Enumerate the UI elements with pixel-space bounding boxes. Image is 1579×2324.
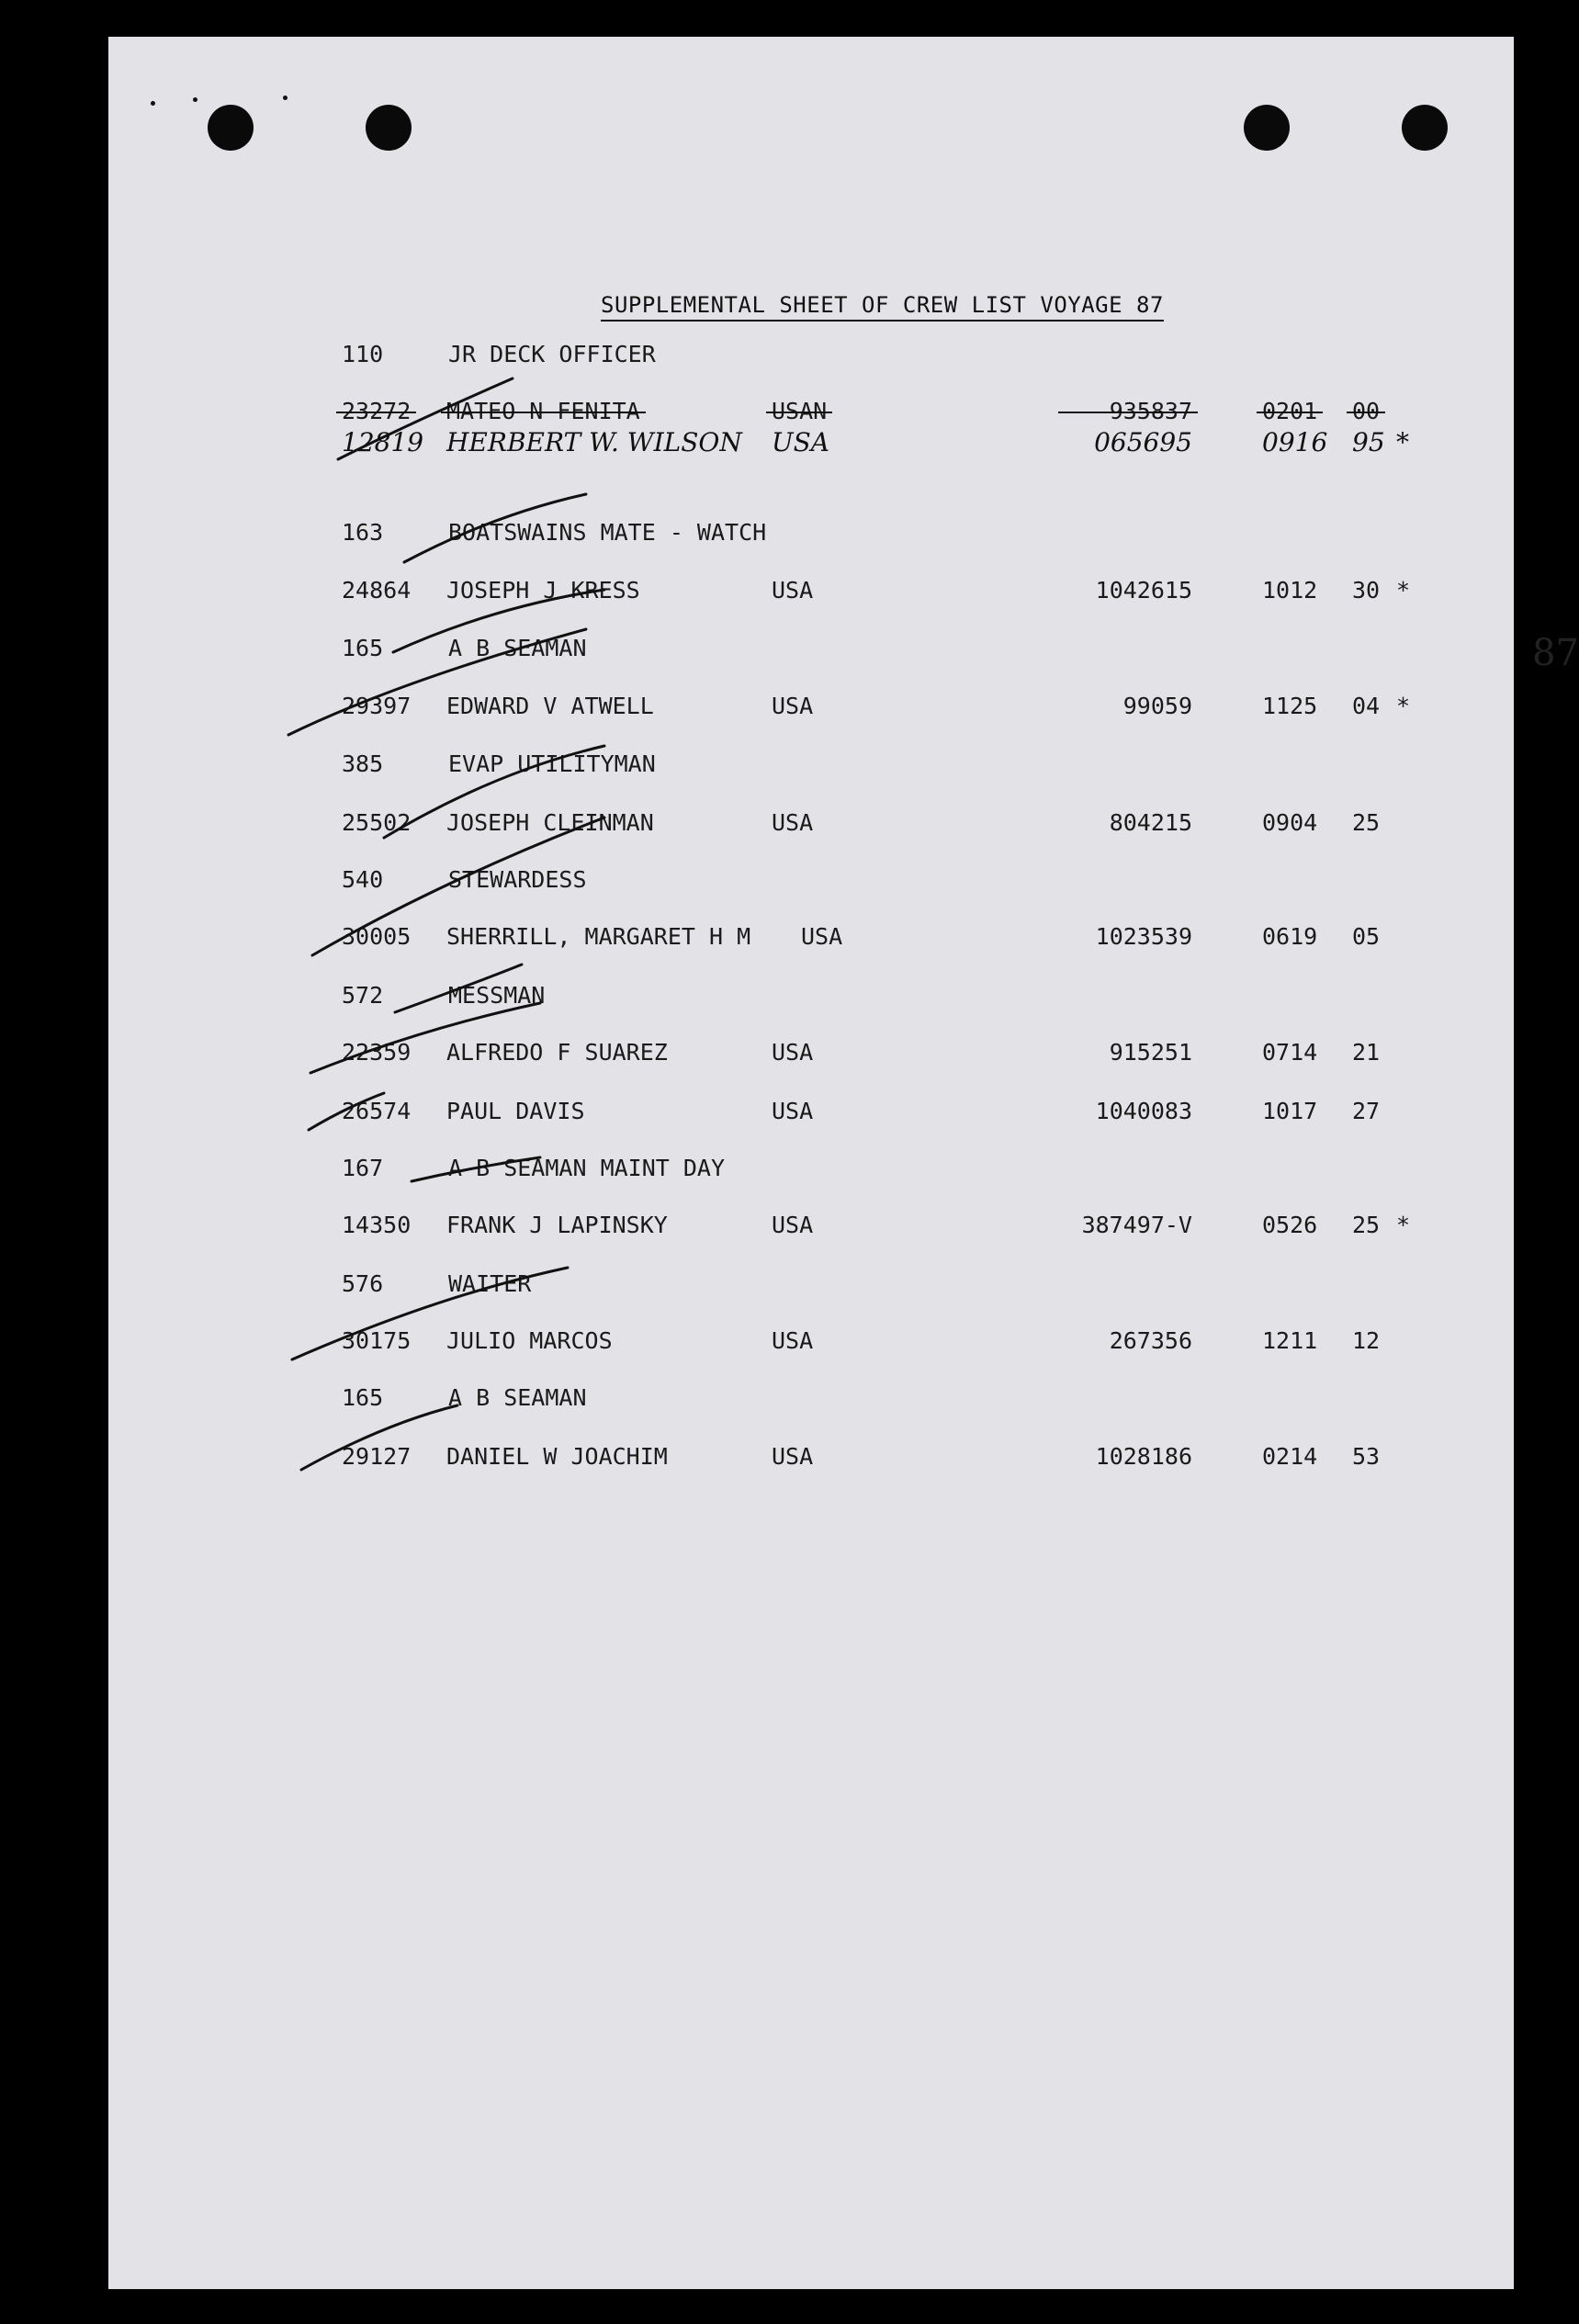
crew-year: 05 bbox=[1352, 923, 1381, 950]
rating-code: 110 bbox=[342, 341, 384, 367]
crew-year: 25 bbox=[1352, 1212, 1381, 1238]
crew-id: 26574 bbox=[342, 1098, 412, 1124]
rating-title: EVAP UTILITYMAN bbox=[448, 750, 656, 777]
crew-row bbox=[108, 574, 1514, 611]
crew-nationality: USA bbox=[772, 1098, 814, 1124]
asterisk-mark: * bbox=[1396, 693, 1411, 719]
crew-date: 0526 bbox=[1262, 1212, 1318, 1238]
crew-document-number: 1023539 bbox=[1095, 923, 1192, 950]
crew-row bbox=[108, 1036, 1514, 1073]
crew-year: 27 bbox=[1352, 1098, 1381, 1124]
punch-hole-right-1 bbox=[1244, 105, 1290, 151]
crew-name: MATEO N FENITA bbox=[446, 395, 640, 428]
crew-nationality: USAN bbox=[772, 395, 827, 428]
rating-code: 167 bbox=[342, 1155, 384, 1181]
asterisk-mark: * bbox=[1396, 1212, 1411, 1238]
crew-row bbox=[108, 1209, 1514, 1246]
crew-year: 53 bbox=[1352, 1443, 1381, 1470]
crew-date: 1017 bbox=[1262, 1098, 1318, 1124]
section-header bbox=[108, 863, 1514, 900]
crew-nationality: USA bbox=[772, 1443, 814, 1470]
crew-nationality: USA bbox=[772, 1039, 814, 1066]
crew-row bbox=[108, 1440, 1514, 1477]
rating-title: A B SEAMAN bbox=[448, 1384, 587, 1411]
crew-id: 30005 bbox=[342, 923, 412, 950]
section-header bbox=[108, 1268, 1514, 1304]
section-header bbox=[108, 979, 1514, 1016]
crew-date: 1012 bbox=[1262, 577, 1318, 604]
margin-page-number: 87 bbox=[1532, 632, 1579, 674]
crew-document-number: 1028186 bbox=[1095, 1443, 1192, 1470]
section-header bbox=[108, 516, 1514, 553]
rating-title: A B SEAMAN MAINT DAY bbox=[448, 1155, 726, 1181]
crew-document-number: 065695 bbox=[1094, 427, 1192, 457]
crew-id: 29397 bbox=[342, 693, 412, 719]
crew-nationality: USA bbox=[801, 923, 843, 950]
section-header bbox=[108, 632, 1514, 669]
rating-title: BOATSWAINS MATE - WATCH bbox=[448, 519, 767, 546]
crew-year: 21 bbox=[1352, 1039, 1381, 1066]
crew-date: 0619 bbox=[1262, 923, 1318, 950]
rating-code: 165 bbox=[342, 1384, 384, 1411]
crew-nationality: USA bbox=[772, 809, 814, 836]
crew-year: 04 bbox=[1352, 693, 1381, 719]
crew-name: ALFREDO F SUAREZ bbox=[446, 1039, 668, 1066]
speck bbox=[151, 101, 155, 106]
crew-row bbox=[108, 1095, 1514, 1132]
crew-name: EDWARD V ATWELL bbox=[446, 693, 654, 719]
crew-year: 95 bbox=[1352, 427, 1385, 457]
asterisk-mark: * bbox=[1396, 577, 1411, 604]
rating-code: 576 bbox=[342, 1270, 384, 1297]
crew-document-number: 267356 bbox=[1109, 1327, 1192, 1354]
punch-hole-right-2 bbox=[1402, 105, 1448, 151]
crew-name: JOSEPH CLEINMAN bbox=[446, 809, 654, 836]
crew-id: 12819 bbox=[342, 427, 424, 457]
crew-document-number: 935837 bbox=[1064, 395, 1192, 428]
crew-row bbox=[108, 1325, 1514, 1361]
speck bbox=[283, 96, 288, 100]
rating-code: 385 bbox=[342, 750, 384, 777]
crew-name: DANIEL W JOACHIM bbox=[446, 1443, 668, 1470]
crew-id: 23272 bbox=[342, 395, 411, 428]
crew-year: 25 bbox=[1352, 809, 1381, 836]
crew-year: 30 bbox=[1352, 577, 1381, 604]
rating-title: STEWARDESS bbox=[448, 866, 587, 893]
crew-name: SHERRILL, MARGARET H M bbox=[446, 923, 751, 950]
crew-nationality: USA bbox=[772, 693, 814, 719]
crew-name: JOSEPH J KRESS bbox=[446, 577, 640, 604]
rating-code: 165 bbox=[342, 635, 384, 661]
section-header bbox=[108, 338, 1514, 375]
crew-nationality: USA bbox=[772, 1212, 814, 1238]
rating-code: 540 bbox=[342, 866, 384, 893]
rating-title: JR DECK OFFICER bbox=[448, 341, 656, 367]
punch-hole-left-2 bbox=[366, 105, 412, 151]
crew-id: 25502 bbox=[342, 809, 412, 836]
section-header bbox=[108, 748, 1514, 784]
crew-name: PAUL DAVIS bbox=[446, 1098, 585, 1124]
crew-document-number: 915251 bbox=[1109, 1039, 1192, 1066]
page-title: SUPPLEMENTAL SHEET OF CREW LIST VOYAGE 87 bbox=[601, 292, 1164, 322]
crew-nationality: USA bbox=[772, 427, 829, 457]
crew-id: 14350 bbox=[342, 1212, 412, 1238]
crew-date: 0201 bbox=[1262, 395, 1317, 428]
crew-year: 12 bbox=[1352, 1327, 1381, 1354]
crew-id: 29127 bbox=[342, 1443, 412, 1470]
crew-name: FRANK J LAPINSKY bbox=[446, 1212, 668, 1238]
crew-document-number: 1042615 bbox=[1095, 577, 1192, 604]
crew-date: 0916 bbox=[1262, 427, 1328, 457]
rating-code: 572 bbox=[342, 982, 384, 1009]
crew-date: 1211 bbox=[1262, 1327, 1318, 1354]
section-header bbox=[108, 1382, 1514, 1418]
section-header bbox=[108, 1152, 1514, 1189]
crew-document-number: 99059 bbox=[1122, 693, 1192, 719]
crew-year: 00 bbox=[1352, 395, 1380, 428]
crew-document-number: 1040083 bbox=[1095, 1098, 1192, 1124]
crew-date: 0904 bbox=[1262, 809, 1318, 836]
crew-date: 0214 bbox=[1262, 1443, 1318, 1470]
crew-row bbox=[108, 807, 1514, 843]
crew-row-handwritten bbox=[108, 426, 1514, 463]
document-page bbox=[108, 37, 1579, 2289]
rating-code: 163 bbox=[342, 519, 384, 546]
rating-title: WAITER bbox=[448, 1270, 532, 1297]
crew-row bbox=[108, 690, 1514, 727]
crew-name: HERBERT W. WILSON bbox=[446, 427, 742, 457]
asterisk-mark: * bbox=[1396, 427, 1409, 457]
rating-title: A B SEAMAN bbox=[448, 635, 587, 661]
speck bbox=[193, 97, 197, 102]
crew-id: 22359 bbox=[342, 1039, 412, 1066]
crew-nationality: USA bbox=[772, 1327, 814, 1354]
crew-id: 24864 bbox=[342, 577, 412, 604]
crew-row bbox=[108, 920, 1514, 957]
crew-name: JULIO MARCOS bbox=[446, 1327, 613, 1354]
crew-date: 0714 bbox=[1262, 1039, 1318, 1066]
crew-nationality: USA bbox=[772, 577, 814, 604]
crew-document-number: 804215 bbox=[1109, 809, 1192, 836]
crew-id: 30175 bbox=[342, 1327, 412, 1354]
punch-hole-left-1 bbox=[208, 105, 254, 151]
rating-title: MESSMAN bbox=[448, 982, 546, 1009]
crew-date: 1125 bbox=[1262, 693, 1318, 719]
crew-document-number: 387497-V bbox=[1081, 1212, 1192, 1238]
